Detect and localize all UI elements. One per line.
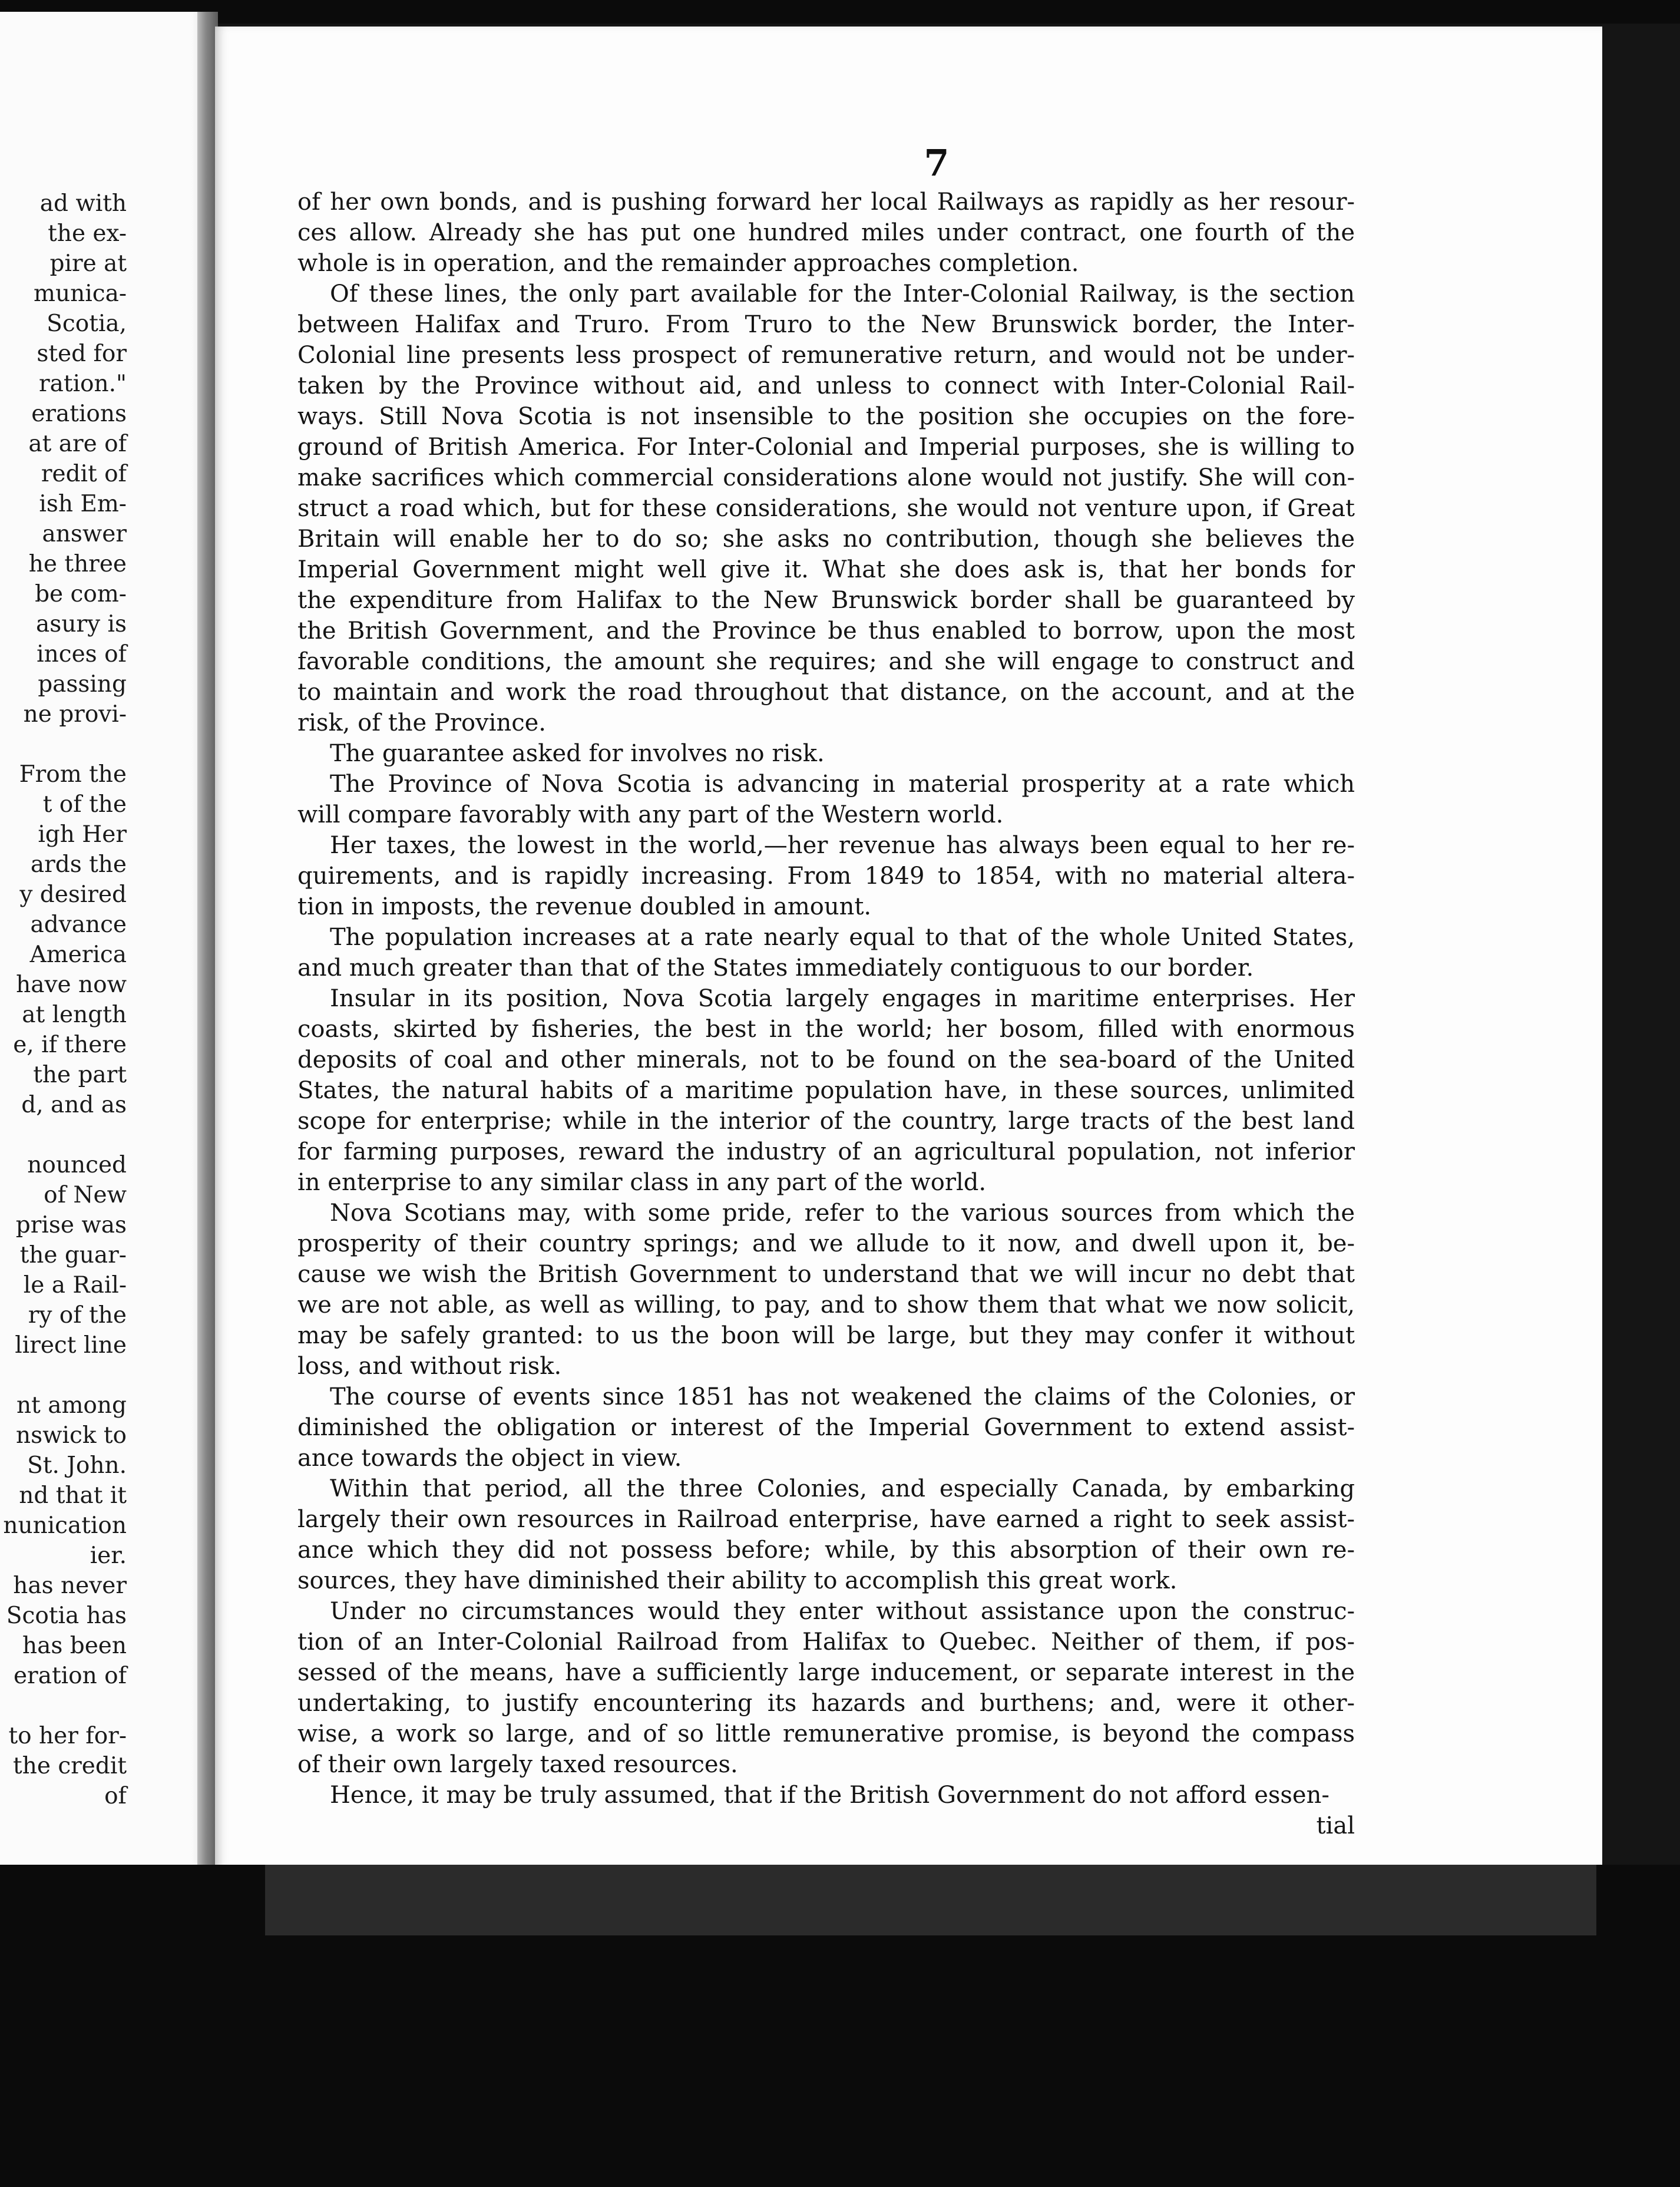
text-line: Britain will enable her to do so; she asks no contribution, though she believes the <box>297 526 1355 553</box>
text-line: favorable conditions, the amount she requires; and she will engage to construct and <box>297 648 1355 675</box>
text-line: ways. Still Nova Scotia is not insensible to the position she occupies on the fore- <box>297 403 1355 430</box>
text-line: Of these lines, the only part available for the Inter-Colonial Railway, is the section <box>330 280 1355 308</box>
facing-page-line: inces of <box>37 641 127 668</box>
text-line: the British Government, and the Province be thus enabled to borrow, upon the most <box>297 617 1355 645</box>
text-line: whole is in operation, and the remainder approaches completion. <box>297 250 1079 277</box>
facing-page-line: Scotia has <box>6 1603 127 1629</box>
text-line: and much greater than that of the States immediately contiguous to our border. <box>297 954 1254 982</box>
text-line: scope for enterprise; while in the interior of the country, large tracts of the best land <box>297 1108 1355 1135</box>
facing-page-line: nunication <box>3 1512 127 1539</box>
facing-page-line: eration of <box>13 1663 127 1689</box>
facing-page-line: advance <box>30 911 127 938</box>
facing-page-line: nounced <box>27 1152 127 1178</box>
facing-page-line <box>0 1120 127 1150</box>
text-line: ground of British America. For Inter-Colonial and Imperial purposes, she is willing to <box>297 434 1355 461</box>
text-line: deposits of coal and other minerals, not to be found on the sea-board of the United <box>297 1046 1355 1073</box>
text-line: between Halifax and Truro. From Truro to the New Brunswick border, the Inter- <box>297 311 1355 338</box>
text-line: loss, and without risk. <box>297 1353 562 1380</box>
text-line: Colonial line presents less prospect of remunerative return, and would not be under- <box>297 342 1355 369</box>
text-line: of her own bonds, and is pushing forward her local Railways as rapidly as her resour- <box>297 189 1355 216</box>
text-line: The Province of Nova Scotia is advancing in material prosperity at a rate which <box>330 771 1355 798</box>
facing-page-line: redit of <box>41 461 127 487</box>
facing-page-line: nd that it <box>19 1482 127 1509</box>
facing-page-line: nt among <box>16 1392 127 1419</box>
facing-page-line: America <box>29 941 127 968</box>
facing-page-line: nswick to <box>15 1422 127 1449</box>
text-line: prosperity of their country springs; and we allude to it now, and dwell upon it, be- <box>297 1230 1355 1257</box>
text-line: will compare favorably with any part of the Western world. <box>297 801 1004 828</box>
book-edge-strip <box>265 1865 1596 1935</box>
text-line: make sacrifices which commercial considerations alone would not justify. She will con- <box>297 464 1355 491</box>
text-line: may be safely granted: to us the boon will be large, but they may confer it without <box>297 1322 1355 1349</box>
text-line: tion in imposts, the revenue doubled in amount. <box>297 893 872 920</box>
facing-page-line: ne provi- <box>23 701 127 728</box>
text-line: States, the natural habits of a maritime population have, in these sources, unlimited <box>297 1077 1355 1104</box>
text-line: risk, of the Province. <box>297 709 546 736</box>
document-page <box>215 27 1602 1877</box>
facing-page-line: y desired <box>19 881 127 908</box>
facing-page-line: of <box>104 1783 127 1809</box>
text-line: Her taxes, the lowest in the world,—her revenue has always been equal to her re- <box>330 832 1355 859</box>
facing-page-text <box>0 189 127 1811</box>
facing-page-line: t of the <box>42 791 127 818</box>
text-line: largely their own resources in Railroad enterprise, have earned a right to seek assist- <box>297 1506 1355 1533</box>
facing-page-line: munica- <box>34 280 127 307</box>
text-line: coasts, skirted by fisheries, the best in the world; her bosom, filled with enormous <box>297 1016 1355 1043</box>
facing-page-line: Scotia, <box>47 310 127 337</box>
facing-page-fragment <box>0 12 215 1882</box>
catchword: tial <box>1316 1812 1355 1839</box>
text-line: undertaking, to justify encountering its hazards and burthens; and, were it other- <box>297 1690 1355 1717</box>
facing-page-line: be com- <box>35 581 127 607</box>
page-number: 7 <box>924 141 950 184</box>
text-line: for farming purposes, reward the industry of an agricultural population, not inferior <box>297 1138 1355 1165</box>
text-line: to maintain and work the road throughout that distance, on the account, and at the <box>297 679 1355 706</box>
facing-page-line: at length <box>22 1002 127 1028</box>
facing-page-line: ish Em- <box>39 491 127 517</box>
facing-page-line: St. John. <box>27 1452 127 1479</box>
facing-page-line: answer <box>42 521 127 547</box>
text-line: Hence, it may be truly assumed, that if the British Government do not afford essen- <box>330 1782 1330 1809</box>
facing-page-line: the part <box>33 1062 127 1088</box>
facing-page-line: igh Her <box>38 821 127 848</box>
text-line: wise, a work so large, and of so little remunerative promise, is beyond the compass <box>297 1720 1355 1747</box>
text-line: the expenditure from Halifax to the New Brunswick border shall be guaranteed by <box>297 587 1355 614</box>
facing-page-line: has been <box>22 1633 127 1659</box>
facing-page-line <box>0 1691 127 1721</box>
text-line: tion of an Inter-Colonial Railroad from Halifax to Quebec. Neither of them, if pos- <box>297 1628 1355 1656</box>
text-line: in enterprise to any similar class in any part of the world. <box>297 1169 987 1196</box>
facing-page-line: ards the <box>30 851 127 878</box>
facing-page-line: pire at <box>49 250 127 277</box>
facing-page-line: passing <box>38 671 127 698</box>
facing-page-line: he three <box>28 551 127 577</box>
text-line: The course of events since 1851 has not weakened the claims of the Colonies, or <box>330 1383 1355 1410</box>
text-line: sessed of the means, have a sufficiently large inducement, or separate interest in the <box>297 1659 1355 1686</box>
text-line: quirements, and is rapidly increasing. From 1849 to 1854, with no material altera- <box>297 863 1355 890</box>
text-line: Under no circumstances would they enter without assistance upon the construc- <box>330 1598 1355 1625</box>
text-line: sources, they have diminished their ability to accomplish this great work. <box>297 1567 1178 1594</box>
text-line: The population increases at a rate nearly equal to that of the whole United States, <box>330 924 1355 951</box>
facing-page-line: ry of the <box>28 1302 127 1329</box>
facing-page-line: lirect line <box>15 1332 127 1359</box>
facing-page-line: at are of <box>28 431 127 457</box>
text-line: of their own largely taxed resources. <box>297 1751 738 1778</box>
text-line: ces allow. Already she has put one hundred miles under contract, one fourth of the <box>297 219 1355 246</box>
text-line: Insular in its position, Nova Scotia largely engages in maritime enterprises. Her <box>330 985 1355 1012</box>
text-line: The guarantee asked for involves no risk. <box>330 740 825 767</box>
facing-page-line: prise was <box>15 1212 127 1238</box>
facing-page-line: have now <box>16 972 127 998</box>
facing-page-line <box>0 729 127 759</box>
text-line: ance towards the object in view. <box>297 1445 682 1472</box>
facing-page-line: the guar- <box>19 1242 127 1268</box>
text-line: we are not able, as well as willing, to pay, and to show them that what we now solicit, <box>297 1291 1355 1319</box>
facing-page-line <box>0 1360 127 1390</box>
text-line: Nova Scotians may, with some pride, refer to the various sources from which the <box>330 1200 1355 1227</box>
facing-page-line: From the <box>19 761 127 788</box>
facing-page-line: to her for- <box>8 1723 127 1749</box>
text-line: ance which they did not possess before; while, by this absorption of their own re- <box>297 1537 1355 1564</box>
facing-page-line: of New <box>44 1182 127 1208</box>
text-line: taken by the Province without aid, and unless to connect with Inter-Colonial Rail- <box>297 372 1355 399</box>
facing-page-line: e, if there <box>13 1032 127 1058</box>
facing-page-line: the ex- <box>48 220 127 247</box>
facing-page-line: ier. <box>90 1542 127 1569</box>
text-line: cause we wish the British Government to understand that we will incur no debt that <box>297 1261 1355 1288</box>
scan-bottom-border <box>0 1865 1680 2187</box>
text-line: Within that period, all the three Colonies, and especially Canada, by embarking <box>330 1475 1355 1502</box>
facing-page-line: asury is <box>36 611 127 637</box>
text-line: diminished the obligation or interest of the Imperial Government to extend assist- <box>297 1414 1355 1441</box>
facing-page-line: sted for <box>37 341 127 367</box>
facing-page-line: the credit <box>13 1753 127 1779</box>
text-line: Imperial Government might well give it. What she does ask is, that her bonds for <box>297 556 1355 583</box>
facing-page-line: has never <box>13 1572 127 1599</box>
facing-page-line: erations <box>31 401 127 427</box>
facing-page-line: ration." <box>39 371 127 397</box>
text-line: struct a road which, but for these considerations, she would not venture upon, if Great <box>297 495 1355 522</box>
facing-page-line: le a Rail- <box>23 1272 127 1299</box>
scan-top-border <box>0 0 1680 24</box>
facing-page-line: d, and as <box>21 1092 127 1118</box>
facing-page-line: ad with <box>39 190 127 217</box>
body-text <box>297 187 1355 1841</box>
